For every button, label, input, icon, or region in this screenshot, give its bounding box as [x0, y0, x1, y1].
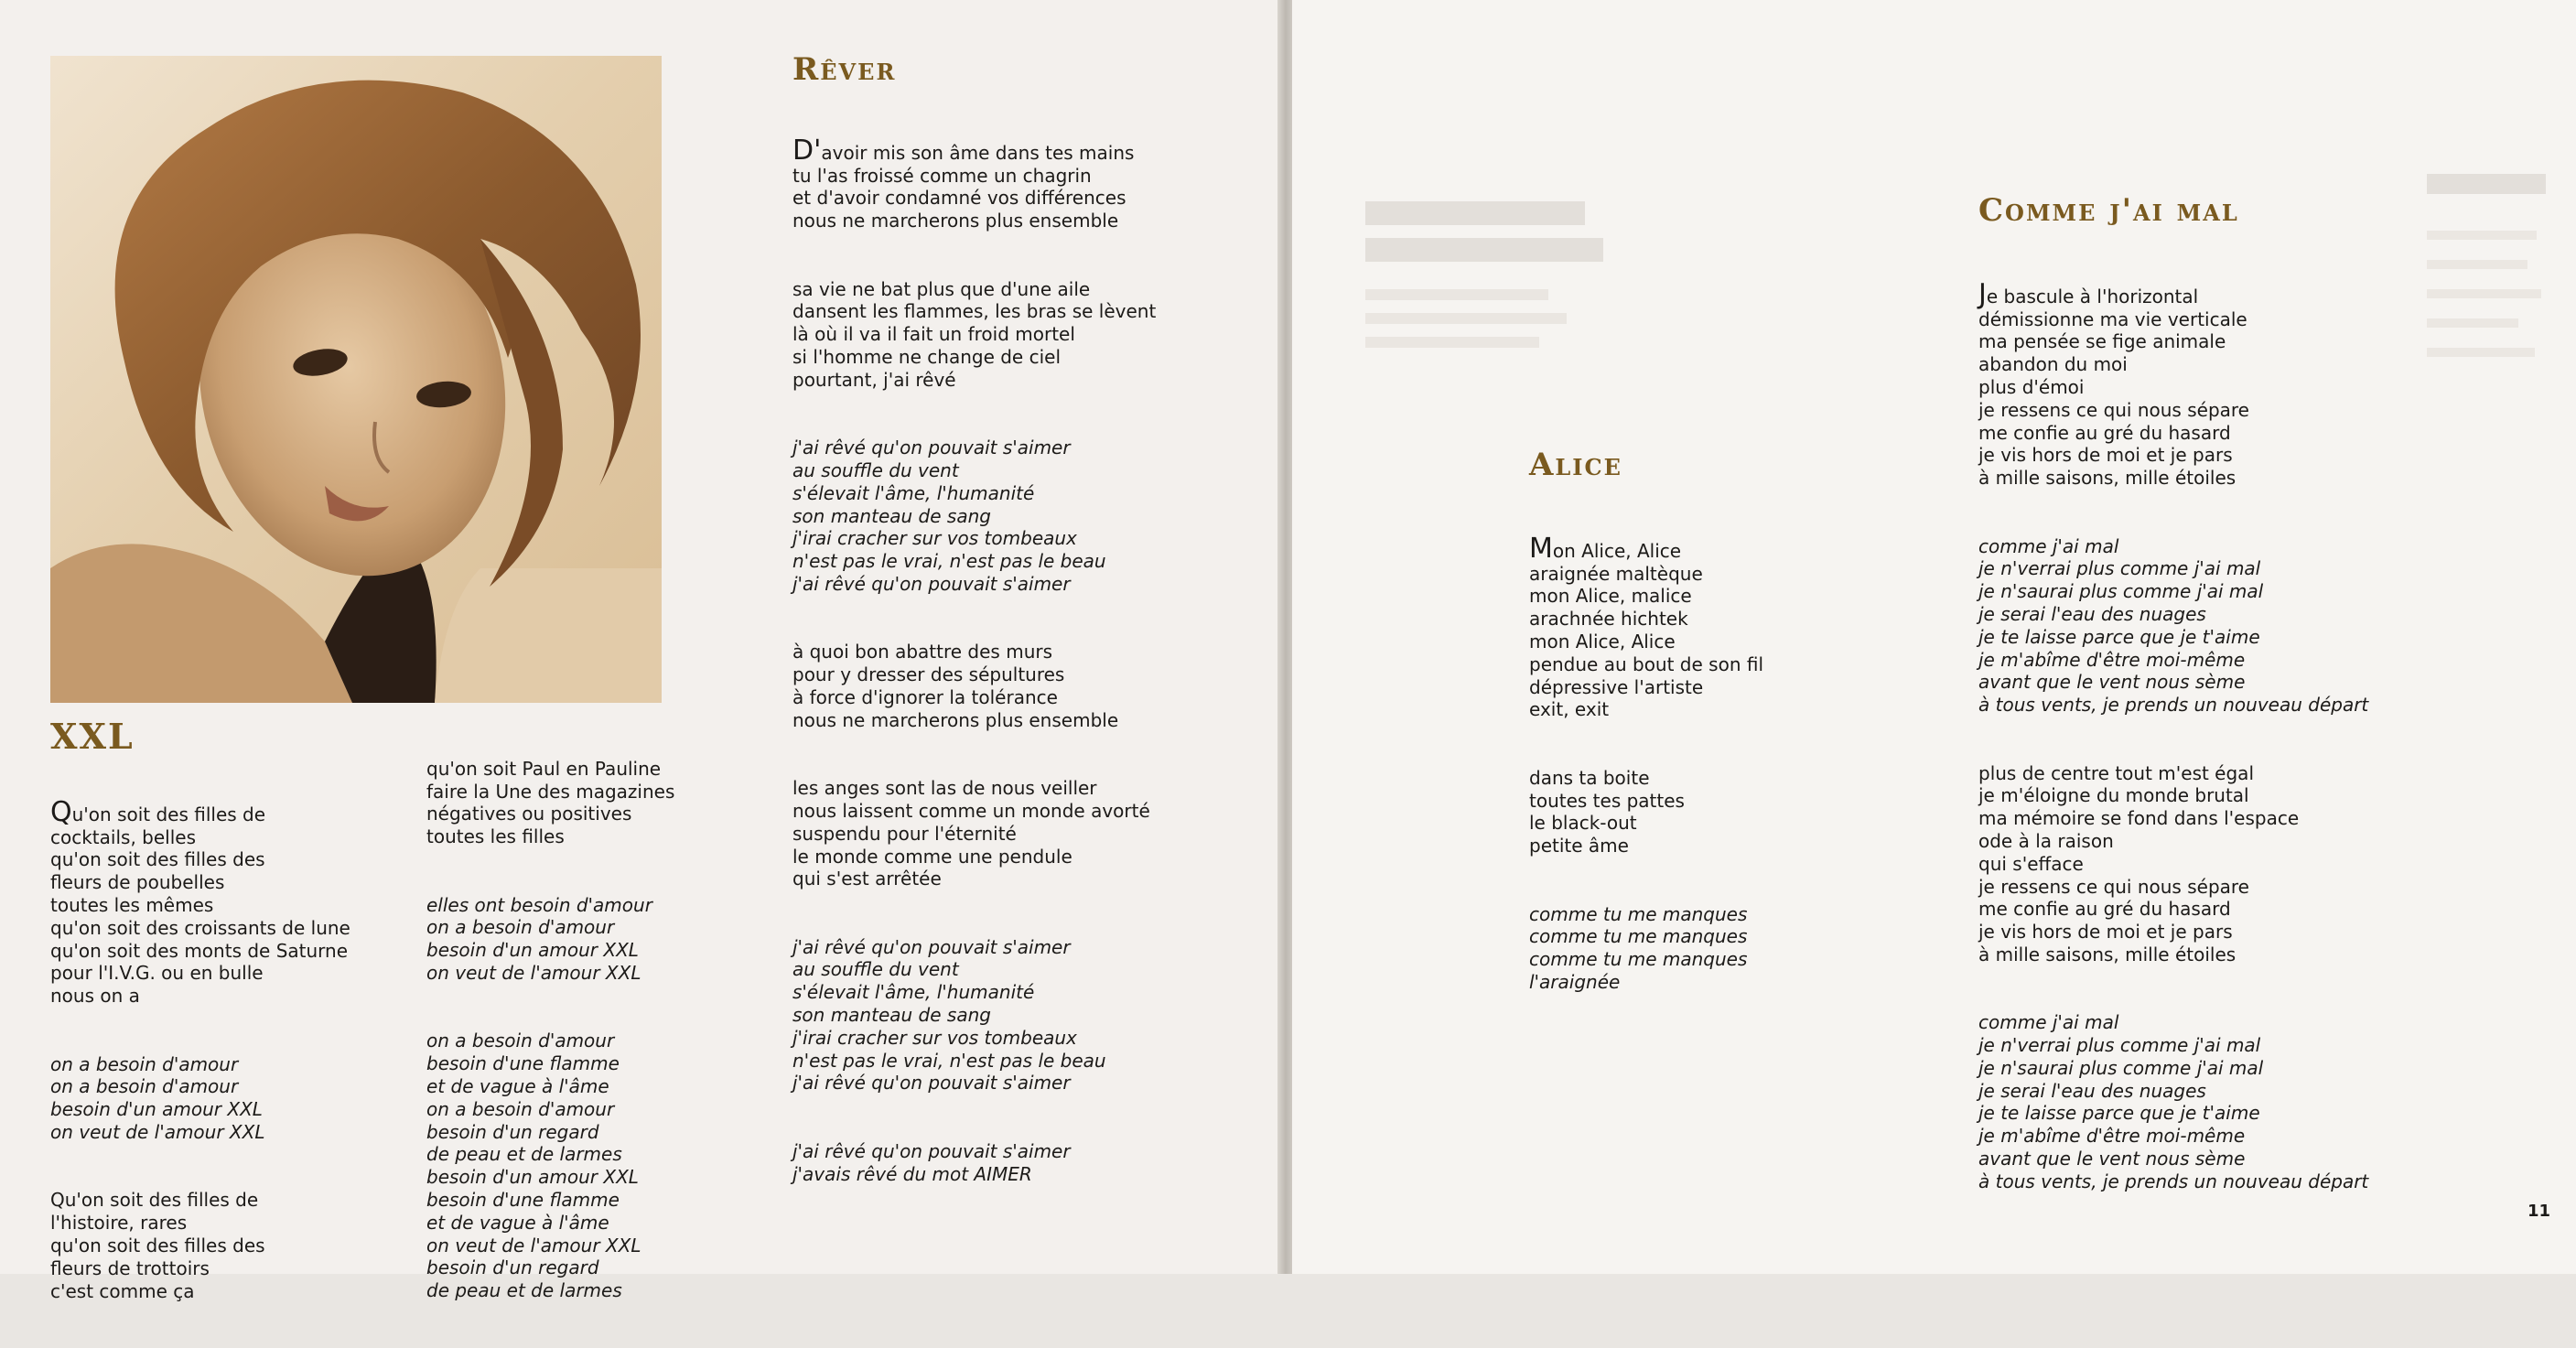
comme-jai-mal-refrain: comme j'ai mal je n'verrai plus comme j'ai mal je n'saurai plus comme j'ai mal je serai l'eau des nuages je te laisse parce que je t'aime je m'abîme d'être moi-même avant que le vent nous sème à tous vents, je prends un nouveau départ [1978, 534, 2369, 717]
xxl-stanza: Qu'on soit des filles de cocktails, belles qu'on soit des filles des fleurs de poubelles toutes les mêmes qu'on soit des croissants de lune qu'on soit des monts de Saturne pour l'I.V.G. ou en bulle nous on a [50, 795, 350, 1008]
comme-jai-mal-lyrics [1978, 261, 2409, 1238]
rever-refrain: j'ai rêvé qu'on pouvait s'aimer j'avais rêvé du mot AIMER [792, 1139, 1071, 1185]
comme-jai-mal-stanza: plus de centre tout m'est égal je m'éloigne du monde brutal ma mémoire se fond dans l'espace ode à la raison qui s'efface je ressens ce qui nous sépare me confie au gré du hasard je vis hors de moi et je pars à mille saisons, mille étoiles [1978, 761, 2300, 965]
alice-title: Alice [1529, 447, 1622, 483]
alice-stanza: Mon Alice, Alice araignée maltèque mon Alice, malice arachnée hichtek mon Alice, Alice pendue au bout de son fil dépressive l'artiste exit, exit [1529, 532, 1764, 721]
bleed-through-text [2427, 174, 2555, 998]
comme-jai-mal-title: Comme j'ai mal [1978, 192, 2239, 229]
page-number: 11 [2527, 1202, 2551, 1221]
xxl-stanza: Qu'on soit des filles de l'histoire, rares qu'on soit des filles des fleurs de trottoirs c'est comme ça [50, 1189, 265, 1302]
rever-stanza: à quoi bon abattre des murs pour y dresser des sépultures à force d'ignorer la tolérance nous ne marcherons plus ensemble [792, 641, 1119, 731]
xxl-refrain: elles ont besoin d'amour on a besoin d'amour besoin d'un amour XXL on veut de l'amour XXL [426, 893, 652, 984]
rever-lyrics [792, 117, 1223, 1231]
rever-title: Rêver [792, 51, 897, 88]
portrait-photo [50, 56, 662, 703]
rever-stanza: D'avoir mis son âme dans tes mains tu l'as froissé comme un chagrin et d'avoir condamné vos différences nous ne marcherons plus ensemble [792, 134, 1135, 232]
comme-jai-mal-stanza: Je bascule à l'horizontal démissionne ma vie verticale ma pensée se fige animale abandon du moi plus d'émoi je ressens ce qui nous sépare me confie au gré du hasard je vis hors de moi et je pars à mille saisons, mille étoiles [1978, 277, 2249, 490]
xxl-lyrics-column-2 [426, 735, 728, 1348]
xxl-lyrics-column-1 [50, 779, 407, 1348]
comme-jai-mal-refrain: comme j'ai mal je n'verrai plus comme j'ai mal je n'saurai plus comme j'ai mal je serai l'eau des nuages je te laisse parce que je t'aime je m'abîme d'être moi-même avant que le vent nous sème à tous vents, je prends un nouveau départ [1978, 1011, 2369, 1192]
rever-refrain: j'ai rêvé qu'on pouvait s'aimer au souffle du vent s'élevait l'âme, l'humanité son manteau de sang j'irai cracher sur vos tombeaux n'est pas le vrai, n'est pas le beau j'ai rêvé qu'on pouvait s'aimer [792, 935, 1106, 1095]
rever-stanza: les anges sont las de nous veiller nous laissent comme un monde avorté suspendu pour l'éternité le monde comme une pendule qui s'est arrêtée [792, 777, 1150, 890]
rever-refrain: j'ai rêvé qu'on pouvait s'aimer au souffle du vent s'élevait l'âme, l'humanité son manteau de sang j'irai cracher sur vos tombeaux n'est pas le vrai, n'est pas le beau j'ai rêvé qu'on pouvait s'aimer [792, 437, 1106, 595]
xxl-refrain: on a besoin d'amour on a besoin d'amour besoin d'un amour XXL on veut de l'amour XXL [50, 1052, 265, 1143]
alice-refrain: comme tu me manques comme tu me manques comme tu me manques l'araignée [1529, 902, 1748, 993]
xxl-refrain: on a besoin d'amour besoin d'une flamme et de vague à l'âme on a besoin d'amour besoin d'un regard de peau et de larmes besoin d'un amour XXL besoin d'une flamme et de vague à l'âme on veut de l'amour XXL besoin d'un regard de peau et de larmes [426, 1030, 641, 1302]
right-page [1292, 0, 2576, 1274]
xxl-title: XXL [50, 716, 135, 757]
alice-stanza: dans ta boite toutes tes pattes le black-out petite âme [1529, 766, 1685, 857]
portrait-illustration [50, 56, 662, 703]
bleed-through-text [1365, 201, 1640, 384]
xxl-stanza: qu'on soit Paul en Pauline faire la Une des magazines négatives ou positives toutes les filles [426, 757, 675, 848]
rever-stanza: sa vie ne bat plus que d'une aile dansent les flammes, les bras se lèvent là où il va il fait un froid mortel si l'homme ne change de ciel pourtant, j'ai rêvé [792, 277, 1157, 391]
alice-lyrics [1529, 515, 1831, 1039]
left-page [0, 0, 1281, 1302]
